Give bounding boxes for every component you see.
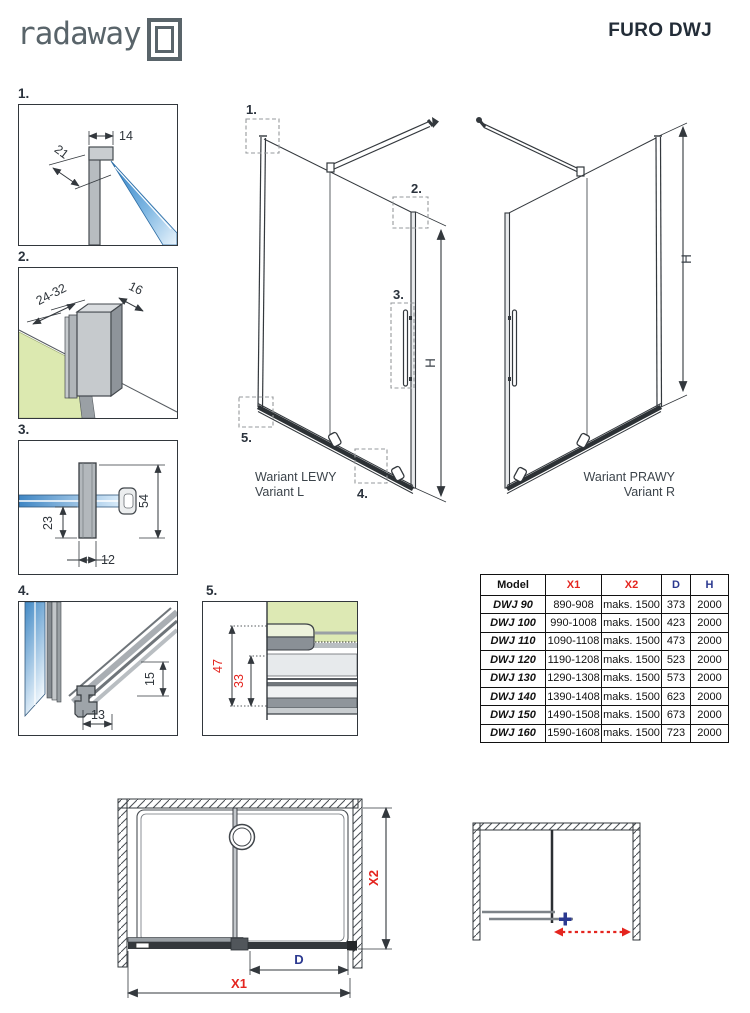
variant-left-name-pl: Wariant LEWY [255, 470, 337, 484]
page-title: FURO DWJ [608, 20, 712, 41]
door-leading-profile [411, 212, 416, 488]
dim-14: 14 [119, 129, 133, 143]
dim-47: 47 [211, 659, 225, 673]
support-rail [482, 123, 579, 169]
callout-4: 4. [357, 486, 368, 501]
detail-3-label: 3. [18, 422, 30, 437]
table-row: DWJ 90 890-908 maks. 1500 373 2000 [481, 596, 729, 614]
wall-profile-line [656, 137, 657, 407]
dim-33: 33 [232, 674, 246, 688]
rail-wall-bracket [577, 167, 584, 176]
track-connector [231, 938, 248, 950]
handle-profile [79, 463, 96, 538]
glass-top-edge [264, 139, 413, 213]
col-header-x1: X1 [546, 575, 602, 596]
door-handle [513, 310, 517, 386]
col-header-d: D [662, 575, 691, 596]
dim-21: 21 [51, 142, 72, 162]
dim-54: 54 [137, 494, 151, 508]
detail-3-drawing [18, 440, 178, 575]
col-header-h: H [691, 575, 729, 596]
dim-d: D [294, 952, 304, 967]
detail-2-drawing [18, 267, 178, 419]
profile-band-light [267, 654, 357, 676]
wall-profile-line [258, 137, 261, 407]
profile-front-face [77, 312, 111, 396]
door-leading-profile [505, 213, 510, 488]
callout-5: 5. [241, 430, 252, 445]
table-row: DWJ 160 1590-1608 maks. 1500 723 2000 [481, 724, 729, 742]
radaway-logo-icon [147, 18, 182, 61]
col-header-x2: X2 [602, 575, 662, 596]
detail-4-label: 4. [18, 583, 30, 598]
dim-23: 23 [41, 516, 55, 530]
track-end-block [347, 941, 357, 951]
wall-left [473, 823, 480, 940]
sliding-door-edge [128, 938, 243, 943]
variant-right-drawing [470, 85, 705, 565]
dim-h: H [679, 254, 694, 264]
profile-strip [47, 602, 52, 698]
table-row: DWJ 150 1490-1508 maks. 1500 673 2000 [481, 706, 729, 724]
callout-1: 1. [246, 102, 257, 117]
detail-4-svg [19, 602, 177, 735]
table-row: DWJ 130 1290-1308 maks. 1500 573 2000 [481, 669, 729, 687]
rail-end-cap [428, 120, 433, 126]
dim-24-32: 24-32 [33, 280, 69, 308]
wall-top [473, 823, 640, 830]
detail-2-label: 2. [18, 249, 30, 264]
glass-holder-tab [267, 624, 314, 637]
dim-x2: X2 [366, 870, 381, 886]
door-handle [404, 310, 408, 386]
wall-profile-cap [89, 147, 113, 160]
dim-x1: X1 [231, 976, 247, 991]
callout-3: 3. [393, 287, 404, 302]
track-handle [136, 943, 149, 948]
rail-wall-bracket [327, 163, 334, 172]
table-header-row [481, 575, 729, 596]
dim-16: 16 [126, 279, 146, 298]
table-row: DWJ 110 1090-1108 maks. 1500 473 2000 [481, 632, 729, 650]
detail-5-drawing [202, 601, 358, 736]
radaway-logo [17, 16, 182, 61]
wall-profile [89, 149, 100, 245]
table-row: DWJ 100 990-1008 maks. 1500 423 2000 [481, 614, 729, 632]
detail-1-drawing [18, 104, 178, 246]
detail-1-label: 1. [18, 86, 30, 101]
dim-h: H [423, 358, 438, 368]
wall-right [633, 823, 640, 940]
wall-left [118, 799, 127, 967]
detail-2-svg [19, 268, 177, 418]
plan-view-drawing [105, 792, 400, 1013]
detail-1-svg [19, 105, 177, 245]
table-row: DWJ 120 1190-1208 maks. 1500 523 2000 [481, 651, 729, 669]
dim-13: 13 [91, 708, 105, 722]
support-rail [331, 122, 428, 165]
detail-4-drawing [18, 601, 178, 736]
dim-12: 12 [101, 553, 115, 567]
wall-top [118, 799, 358, 808]
detail-5-label: 5. [206, 583, 218, 598]
slide-direction-schematic [468, 815, 658, 945]
variant-right-name-en: Variant R [623, 485, 675, 499]
detail-5-svg [203, 602, 357, 735]
variant-left-drawing [235, 85, 470, 565]
profile-band-dark [267, 698, 357, 708]
dim-15: 15 [143, 672, 157, 686]
variant-left-name-en: Variant L [255, 485, 305, 499]
variant-right-name-pl: Wariant PRAWY [583, 470, 675, 484]
table-row: DWJ 140 1390-1408 maks. 1500 623 2000 [481, 687, 729, 705]
dimension-table [480, 574, 729, 743]
radaway-logo-icon-inner [155, 26, 174, 53]
detail-3-svg [19, 441, 177, 574]
radaway-logo-text: radaway [17, 16, 141, 52]
profile-side-face [111, 304, 122, 396]
col-header-model: Model [481, 575, 546, 596]
callout-2: 2. [411, 181, 422, 196]
